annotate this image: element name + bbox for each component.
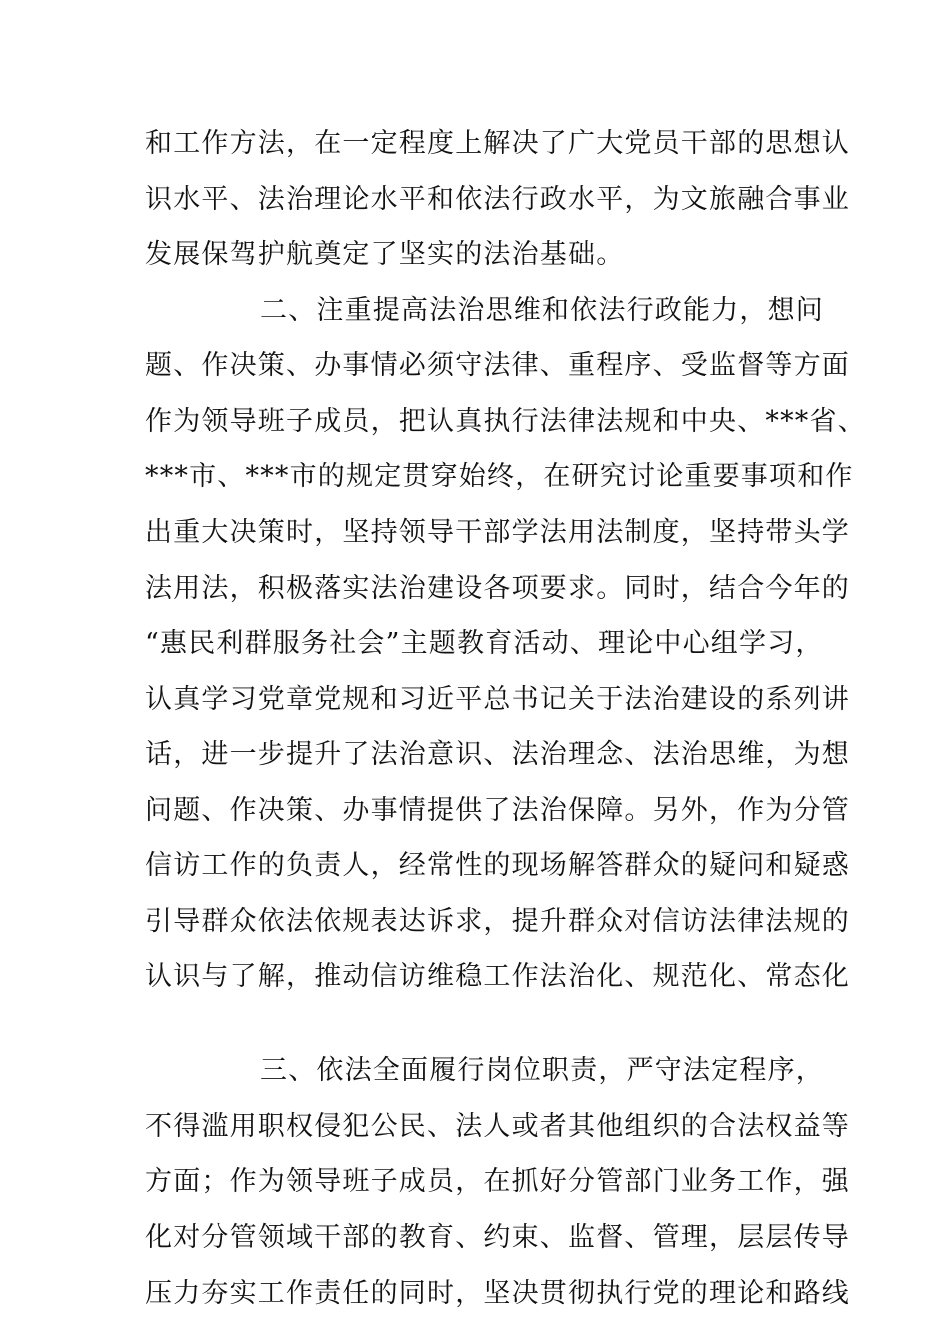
- paragraph-1-line-3: 发展保驾护航奠定了坚实的法治基础。: [145, 239, 625, 270]
- paragraph-2-line-3: 作为领导班子成员，把认真执行法律法规和中央、***省、: [145, 406, 866, 437]
- paragraph-2-line-12: 引导群众依法依规表达诉求，提升群众对信访法律法规的: [145, 906, 850, 937]
- paragraph-2-line-4: ***市、***市的规定贯穿始终，在研究讨论重要事项和作: [145, 461, 854, 492]
- paragraph-2-line-10: 问题、作决策、办事情提供了法治保障。另外，作为分管: [145, 795, 850, 826]
- paragraph-2-heading-line: 二、注重提高法治思维和依法行政能力，想问: [260, 295, 824, 326]
- paragraph-3-line-5: 压力夯实工作责任的同时，坚决贯彻执行党的理论和路线: [145, 1278, 850, 1309]
- paragraph-2-line-6: 法用法，积极落实法治建设各项要求。同时，结合今年的: [145, 573, 850, 604]
- paragraph-2-line-5: 出重大决策时，坚持领导干部学法用法制度，坚持带头学: [145, 517, 850, 548]
- paragraph-2-line-7: “惠民利群服务社会”主题教育活动、理论中心组学习，: [145, 628, 824, 659]
- paragraph-2-line-11: 信访工作的负责人，经常性的现场解答群众的疑问和疑惑: [145, 850, 850, 881]
- paragraph-3-line-2: 不得滥用职权侵犯公民、法人或者其他组织的合法权益等: [145, 1111, 850, 1142]
- paragraph-3-heading-line: 三、依法全面履行岗位职责，严守法定程序，: [260, 1055, 824, 1086]
- paragraph-2-line-8: 认真学习党章党规和习近平总书记关于法治建设的系列讲: [145, 684, 850, 715]
- paragraph-2-line-13: 认识与了解，推动信访维稳工作法治化、规范化、常态化: [145, 961, 850, 992]
- paragraph-3-line-4: 化对分管领域干部的教育、约束、监督、管理，层层传导: [145, 1222, 850, 1253]
- paragraph-1-line-2: 识水平、法治理论水平和依法行政水平，为文旅融合事业: [145, 184, 850, 215]
- paragraph-3-line-3: 方面；作为领导班子成员，在抓好分管部门业务工作，强: [145, 1166, 850, 1197]
- paragraph-2-line-2: 题、作决策、办事情必须守法律、重程序、受监督等方面: [145, 350, 850, 381]
- paragraph-1-line-1: 和工作方法，在一定程度上解决了广大党员干部的思想认: [145, 128, 850, 159]
- paragraph-2-line-9: 话，进一步提升了法治意识、法治理念、法治思维，为想: [145, 739, 850, 770]
